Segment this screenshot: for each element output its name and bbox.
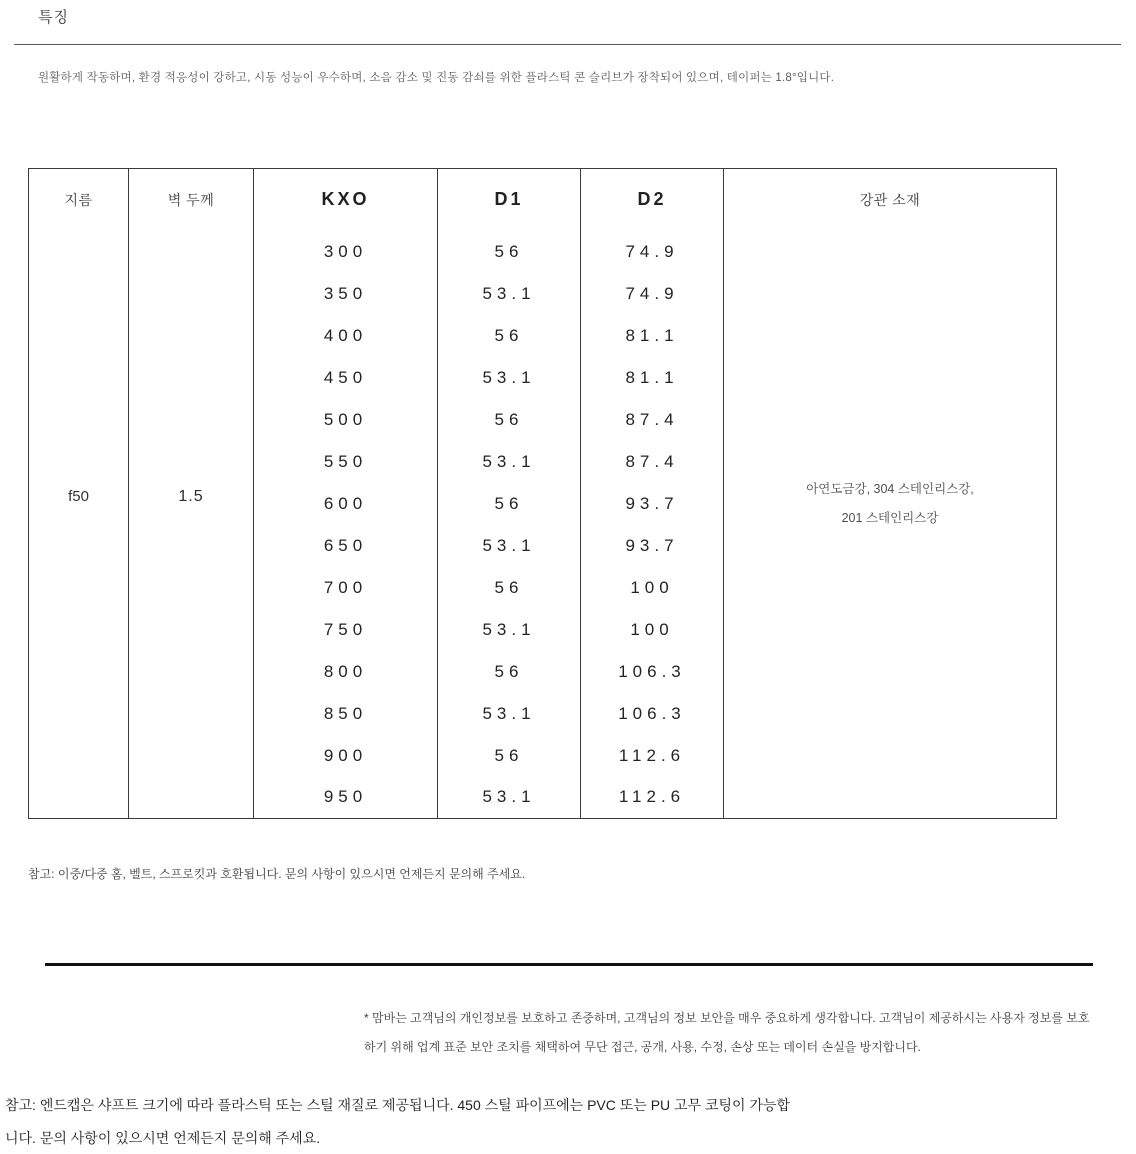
material-line: 아연도금강, 304 스테인리스강, (806, 482, 974, 497)
cell-d2: 87.4 (581, 399, 724, 441)
spec-table-row (29, 231, 1057, 273)
cell-d2: 87.4 (581, 441, 724, 483)
cell-d1: 56 (438, 315, 581, 357)
cell-d2: 81.1 (581, 357, 724, 399)
spec-table (28, 168, 1057, 819)
cell-d2: 106.3 (581, 693, 724, 735)
cell-d2: 93.7 (581, 525, 724, 567)
header-kxo: KXO (254, 169, 438, 231)
header-d1: D1 (438, 169, 581, 231)
table-note: 참고: 이중/다중 홈, 벨트, 스프로킷과 호환됩니다. 문의 사항이 있으시면 언제든지 문의해 주세요. (28, 867, 526, 881)
cell-kxo: 600 (254, 483, 438, 525)
cell-d1: 53.1 (438, 357, 581, 399)
cell-kxo: 300 (254, 231, 438, 273)
bottom-note: 참고: 엔드캡은 샤프트 크기에 따라 플라스틱 또는 스틸 재질로 제공됩니다. 450 스틸 파이프에는 PVC 또는 PU 고무 코팅이 가능합니다. 문의 사항이 있으시면 언제든지 문의해 주세요. (5, 1097, 791, 1146)
cell-kxo: 800 (254, 651, 438, 693)
cell-kxo: 950 (254, 777, 438, 819)
cell-diameter: f50 (29, 231, 129, 819)
cell-kxo: 450 (254, 357, 438, 399)
cell-d2: 74.9 (581, 273, 724, 315)
divider-top (14, 44, 1121, 45)
cell-kxo: 400 (254, 315, 438, 357)
cell-d1: 53.1 (438, 777, 581, 819)
spec-table-head (29, 169, 1057, 231)
cell-d1: 56 (438, 651, 581, 693)
cell-d1: 53.1 (438, 441, 581, 483)
cell-kxo: 550 (254, 441, 438, 483)
cell-d1: 53.1 (438, 609, 581, 651)
cell-d1: 53.1 (438, 693, 581, 735)
header-diameter: 지름 (29, 169, 129, 231)
cell-d1: 56 (438, 567, 581, 609)
material-line: 201 스테인리스강 (841, 511, 939, 526)
section-title: 특징 (38, 9, 69, 26)
header-material: 강관 소재 (724, 169, 1057, 231)
cell-d2: 81.1 (581, 315, 724, 357)
divider-thick (45, 963, 1093, 966)
cell-d1: 56 (438, 483, 581, 525)
cell-kxo: 650 (254, 525, 438, 567)
feature-description: 원활하게 작동하며, 환경 적응성이 강하고, 시동 성능이 우수하며, 소음 감소 및 진동 감쇠를 위한 플라스틱 콘 슬리브가 장착되어 있으며, 테이퍼는 1.8°입니다. (38, 72, 835, 84)
cell-kxo: 700 (254, 567, 438, 609)
cell-kxo: 850 (254, 693, 438, 735)
cell-d2: 112.6 (581, 735, 724, 777)
cell-material (724, 231, 1057, 819)
spec-table-body (29, 231, 1057, 819)
cell-kxo: 900 (254, 735, 438, 777)
cell-d1: 56 (438, 399, 581, 441)
header-d2: D2 (581, 169, 724, 231)
cell-d2: 74.9 (581, 231, 724, 273)
cell-d1: 56 (438, 735, 581, 777)
cell-d1: 53.1 (438, 525, 581, 567)
header-wall-thickness: 벽 두께 (129, 169, 254, 231)
cell-kxo: 350 (254, 273, 438, 315)
cell-wall-thickness: 1.5 (129, 231, 254, 819)
cell-d2: 100 (581, 567, 724, 609)
privacy-note: * 맘바는 고객님의 개인정보를 보호하고 존중하며, 고객님의 정보 보안을 매우 중요하게 생각합니다. 고객님이 제공하시는 사용자 정보를 보호하기 위해 업계 표준 보안 조치를 채택하여 무단 접근, 공개, 사용, 수정, 손상 또는 데이터 손실을 방지합니다. (364, 1011, 1090, 1054)
cell-d2: 100 (581, 609, 724, 651)
spec-table-header-row (29, 169, 1057, 231)
cell-d1: 53.1 (438, 273, 581, 315)
cell-d2: 106.3 (581, 651, 724, 693)
cell-kxo: 750 (254, 609, 438, 651)
cell-d2: 93.7 (581, 483, 724, 525)
cell-d1: 56 (438, 231, 581, 273)
cell-kxo: 500 (254, 399, 438, 441)
cell-d2: 112.6 (581, 777, 724, 819)
